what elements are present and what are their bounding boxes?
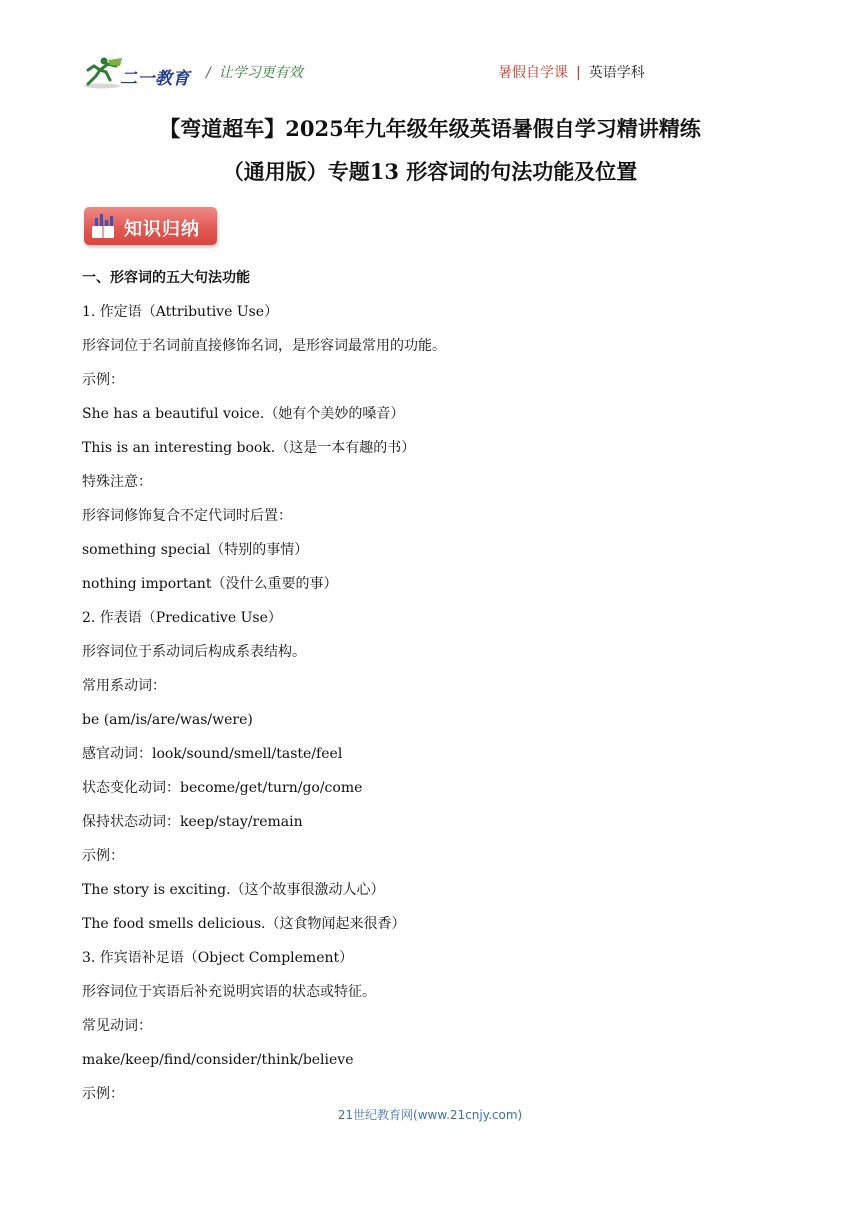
example-line: The story is exciting.（这个故事很激动人心）	[82, 882, 385, 898]
document-title-line-1: 【弯道超车】2025年九年级年级英语暑假自学习精讲精练	[159, 116, 701, 141]
body-text-line: 形容词位于名词前直接修饰名词，是形容词最常用的功能。	[82, 338, 446, 354]
header-course-info	[498, 62, 645, 82]
section-heading: 一、形容词的五大句法功能	[82, 270, 250, 286]
slogan-separator: /	[206, 65, 211, 81]
example-line: something special（特别的事情）	[82, 542, 309, 558]
body-text-line: make/keep/find/consider/think/believe	[82, 1052, 354, 1068]
body-text-line: 保持状态动词：keep/stay/remain	[82, 814, 303, 830]
slogan	[206, 62, 303, 82]
document-body	[82, 266, 782, 1116]
example-line: nothing important（没什么重要的事）	[82, 576, 338, 592]
body-text-line: 形容词位于宾语后补充说明宾语的状态或特征。	[82, 984, 376, 1000]
subsection-heading: 3. 作宾语补足语（Object Complement）	[82, 950, 354, 966]
example-line: The food smells delicious.（这食物闻起来很香）	[82, 916, 406, 932]
badge-label: 知识归纳	[124, 219, 200, 240]
body-text-line: 示例：	[82, 1086, 124, 1102]
subsection-heading: 1. 作定语（Attributive Use）	[82, 304, 279, 320]
subsection-heading: 2. 作表语（Predicative Use）	[82, 610, 282, 626]
page-footer: 21世纪教育网(www.21cnjy.com)	[337, 1108, 523, 1122]
header-separator: |	[576, 65, 581, 81]
section-badge	[84, 207, 217, 245]
page-header	[0, 0, 860, 100]
body-text-line: 示例：	[82, 848, 124, 864]
document-title-line-2: （通用版）专题13 形容词的句法功能及位置	[222, 159, 638, 184]
book-chart-icon	[90, 212, 116, 240]
body-text-line: 形容词位于系动词后构成系表结构。	[82, 644, 306, 660]
body-text-line: 示例：	[82, 372, 124, 388]
example-line: She has a beautiful voice.（她有个美妙的嗓音）	[82, 406, 405, 422]
slogan-text: 让学习更有效	[218, 65, 303, 81]
body-text-line: 形容词修饰复合不定代词时后置：	[82, 508, 292, 524]
body-text-line: 感官动词：look/sound/smell/taste/feel	[82, 746, 343, 762]
body-text-line: 状态变化动词：become/get/turn/go/come	[82, 780, 363, 796]
body-text-line: 特殊注意：	[82, 474, 152, 490]
subject-label: 英语学科	[588, 65, 645, 81]
logo-text: 二一教育	[120, 69, 190, 89]
example-line: This is an interesting book.（这是一本有趣的书）	[82, 440, 416, 456]
course-label: 暑假自学课	[498, 65, 568, 81]
body-text-line: 常用系动词：	[82, 678, 166, 694]
body-text-line: be (am/is/are/was/were)	[82, 712, 253, 728]
body-text-line: 常见动词：	[82, 1018, 152, 1034]
